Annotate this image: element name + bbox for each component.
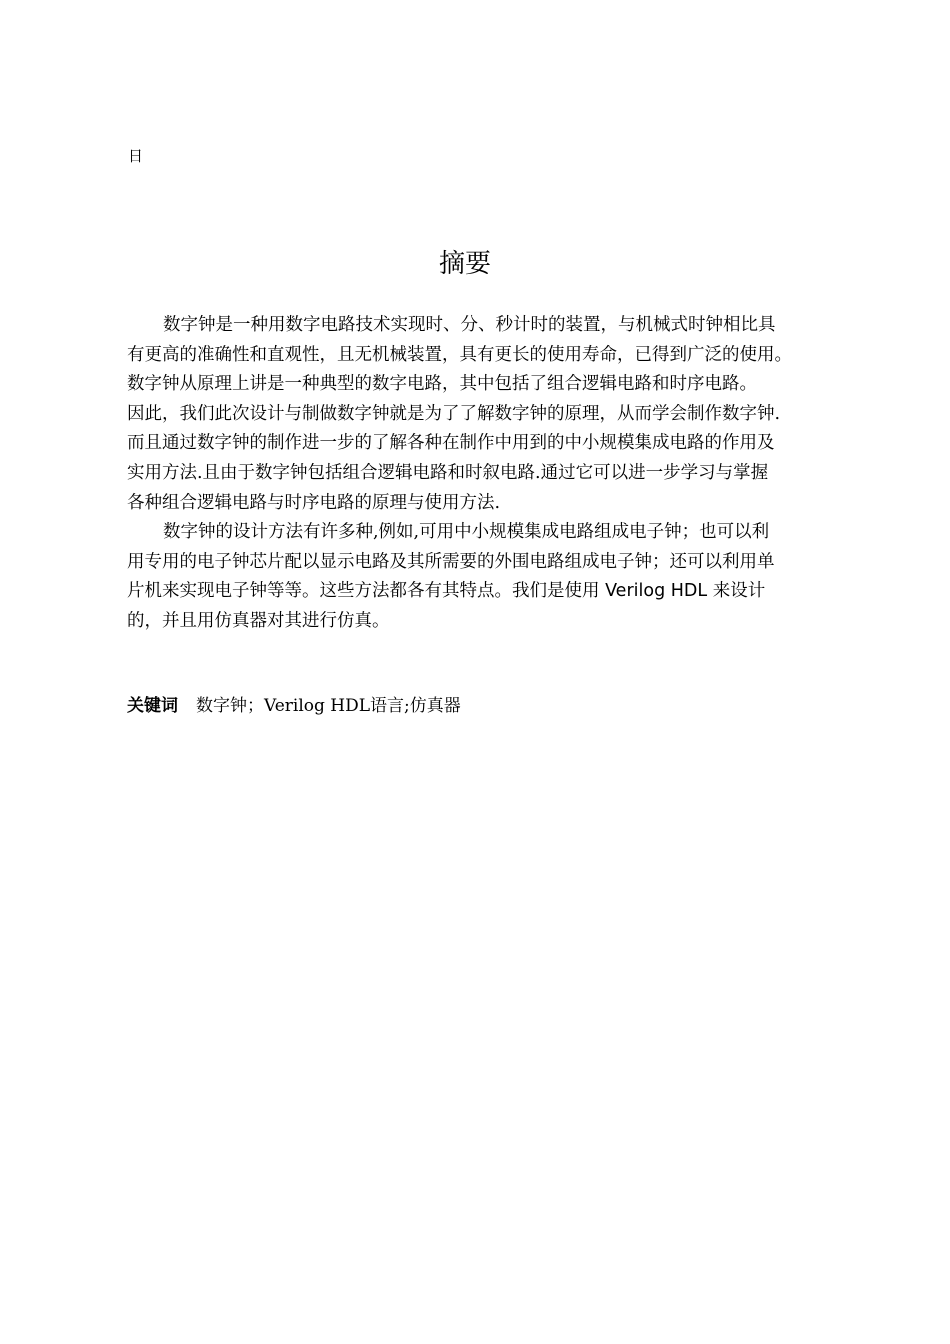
- body-line-4: 因此，我们此次设计与制做数字钟就是为了了解数字钟的原理，从而学会制作数字钟.: [127, 403, 781, 424]
- body-line-5: 而且通过数字钟的制作进一步的了解各种在制作中用到的中小规模集成电路的作用及: [127, 433, 775, 454]
- abstract-title: 摘要: [438, 249, 491, 279]
- body-line-8: 数字钟的设计方法有许多种,例如,可用中小规模集成电路组成电子钟；也可以利: [163, 522, 770, 543]
- body-line-1: 数字钟是一种用数字电路技术实现时、分、秒计时的装置，与机械式时钟相比具: [163, 315, 776, 335]
- body-line-3: 数字钟从原理上讲是一种典型的数字电路，其中包括了组合逻辑电路和时序电路。: [127, 374, 757, 395]
- abstract-body: [127, 311, 839, 637]
- body-line-9: 用专用的电子钟芯片配以显示电路及其所需要的外围电路组成电子钟；还可以利用单: [127, 551, 775, 572]
- keywords-value: 数字钟；Verilog HDL语言;仿真器: [196, 696, 461, 716]
- body-line-11: 的，并且用仿真器对其进行仿真。: [127, 610, 390, 631]
- verilog-term: Verilog HDL: [605, 581, 708, 602]
- page-marker: 日: [128, 147, 144, 165]
- body-line-10: [127, 577, 839, 607]
- body-line-2: 有更高的准确性和直观性，且无机械装置，具有更长的使用寿命，已得到广泛的使用。: [127, 344, 792, 365]
- body-line-6: 实用方法.且由于数字钟包括组合逻辑电路和时叙电路.通过它可以进一步学习与掌握: [127, 462, 769, 483]
- body-line-10-head: 片机来实现电子钟等等。这些方法都各有其特点。我们是使用: [127, 581, 606, 602]
- body-line-10-tail: 来设计: [712, 581, 766, 602]
- body-line-7: 各种组合逻辑电路与时序电路的原理与使用方法.: [127, 492, 501, 513]
- keywords-label: 关键词: [127, 696, 178, 716]
- keywords-line: [127, 694, 461, 718]
